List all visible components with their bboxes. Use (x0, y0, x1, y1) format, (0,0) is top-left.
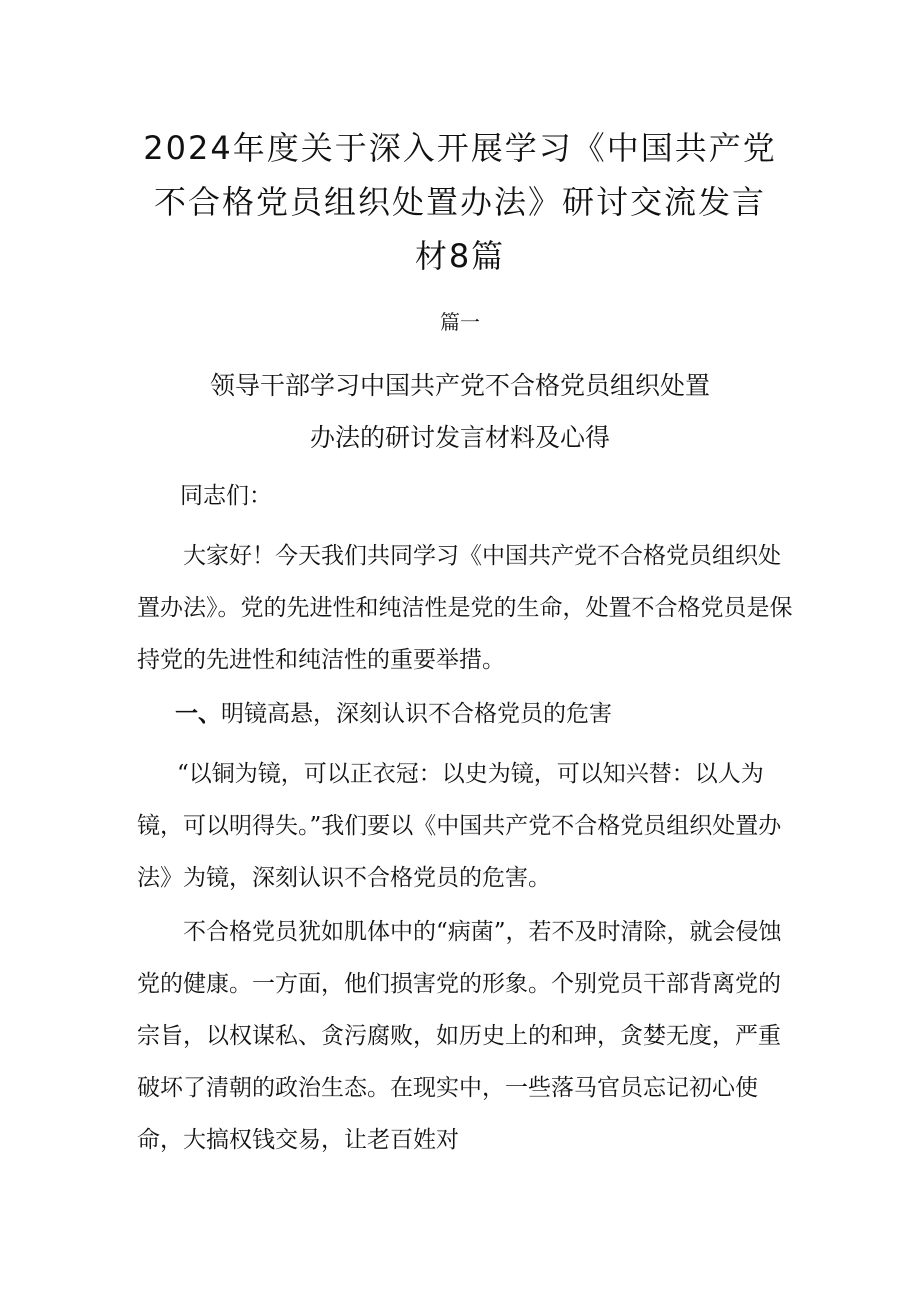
paragraph-intro: 大家好！今天我们共同学习《中国共产党不合格党员组织处置办法》。党的先进性和纯洁性是党的生命，处置不合格党员是保持党的先进性和纯洁性的重要举措。 (137, 543, 793, 673)
document-title (120, 121, 800, 283)
section-label: 篇一 (440, 310, 480, 334)
title-line-2: 不合格党员组织处置办法》研讨交流发言 (153, 183, 766, 222)
title-line-3: 材8篇 (414, 237, 506, 276)
section-heading-1 (175, 688, 835, 740)
paragraph-quote: “以铜为镜，可以正衣冠：以史为镜，可以知兴替：以人为镜，可以明得失。”我们要以《中国共产党不合格党员组织处置办法》为镜，深刻认识不合格党员的危害。 (137, 761, 782, 891)
paragraph-harm: 不合格党员犹如肌体中的“病菌”，若不及时清除，就会侵蚀党的健康。一方面，他们损害党的形象。个别党员干部背离党的宗旨，以权谋私、贪污腐败，如历史上的和珅，贪婪无度，严重破坏了清朝的政治生态。在现实中，一些落马官员忘记初心使命，大搞权钱交易，让老百姓对 (137, 919, 782, 1153)
section-heading-number: 一、 (175, 701, 221, 727)
title-line-1: 2024年度关于深入开展学习《中国共产党 (143, 129, 777, 168)
subtitle-line-1: 领导干部学习中国共产党不合格党员组织处置 (209, 371, 710, 400)
salutation: 同志们： (180, 483, 272, 509)
section-heading-text: 明镜高悬，深刻认识不合格党员的危害 (221, 701, 612, 727)
article-subtitle (120, 360, 800, 464)
subtitle-line-2: 办法的研讨发言材料及心得 (309, 423, 610, 452)
